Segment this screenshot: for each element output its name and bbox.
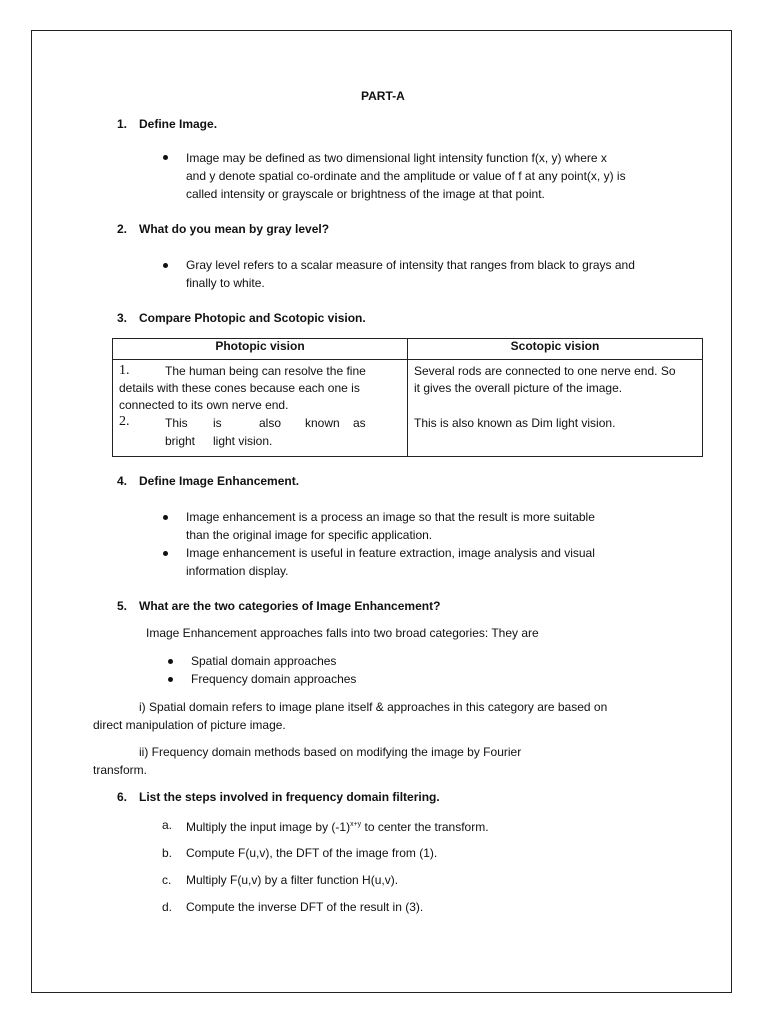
q6-step-d-label: d. (162, 900, 173, 914)
bullet-icon (163, 515, 168, 520)
photopic-item2-line-2a: bright (165, 434, 196, 448)
q4-number: 4. (117, 474, 128, 488)
photopic-item2-word: is (213, 416, 222, 430)
q2-line-1: Gray level refers to a scalar measure of intensity that ranges from black to grays and (186, 258, 635, 272)
photopic-item2-word: This (165, 416, 188, 430)
q5-intro: Image Enhancement approaches falls into two broad categories: They are (146, 626, 539, 640)
part-title: PART-A (361, 89, 405, 103)
q1-line-3: called intensity or grayscale or brightness of the image at that point. (186, 187, 545, 201)
bullet-icon (168, 677, 173, 682)
scotopic-line-3: This is also known as Dim light vision. (414, 416, 616, 430)
q6-step-a-text-1: Multiply the input image by (-1) (186, 820, 351, 834)
photopic-item1-line-3: connected to its own nerve end. (119, 398, 289, 412)
q5-para2-line-2: transform. (93, 763, 148, 777)
photopic-item2-word: also (259, 416, 282, 430)
q5-para1-line-2: direct manipulation of picture image. (93, 718, 286, 732)
photopic-item1-number: 1. (119, 363, 130, 378)
photopic-cell (113, 360, 408, 457)
q5-para2-line-1: ii) Frequency domain methods based on modifying the image by Fourier (139, 745, 522, 759)
q1-number: 1. (117, 117, 128, 131)
photopic-item1-line-2: details with these cones because each one is (119, 381, 360, 395)
bullet-icon (163, 263, 168, 268)
q2-title: What do you mean by gray level? (139, 222, 330, 236)
q3-title: Compare Photopic and Scotopic vision. (139, 311, 366, 325)
q6-step-b: Compute F(u,v), the DFT of the image from (1). (186, 846, 438, 860)
q2-line-2: finally to white. (186, 276, 265, 290)
q6-step-a (186, 816, 489, 836)
q2-number: 2. (117, 222, 128, 236)
q4-title: Define Image Enhancement. (139, 474, 300, 488)
header-photopic: Photopic vision (113, 339, 408, 360)
q5-number: 5. (117, 599, 128, 613)
scotopic-cell (408, 360, 703, 457)
q1-line-1: Image may be defined as two dimensional light intensity function f(x, y) where x (186, 151, 607, 165)
q5-para1-line-1: i) Spatial domain refers to image plane itself & approaches in this category are based on (139, 700, 608, 714)
photopic-item2-number: 2. (119, 414, 130, 429)
q5-bullet-2: Frequency domain approaches (191, 672, 357, 686)
q6-title: List the steps involved in frequency domain filtering. (139, 790, 440, 804)
bullet-icon (163, 155, 168, 160)
photopic-item2-line-2b: light vision. (213, 434, 273, 448)
scotopic-line-1: Several rods are connected to one nerve end. So (414, 364, 676, 378)
q1-line-2: and y denote spatial co-ordinate and the amplitude or value of f at any point(x, y) is (186, 169, 626, 183)
photopic-item1-line-1: The human being can resolve the fine (165, 364, 366, 378)
q4-bullet1-line-2: than the original image for specific application. (186, 528, 433, 542)
q6-step-a-text-2: to center the transform. (361, 820, 489, 834)
q6-step-c-label: c. (162, 873, 172, 887)
comparison-table (112, 338, 703, 457)
scotopic-line-2: it gives the overall picture of the image. (414, 381, 623, 395)
bullet-icon (168, 659, 173, 664)
q5-title: What are the two categories of Image Enhancement? (139, 599, 441, 613)
photopic-item2-word: as (353, 416, 366, 430)
q6-number: 6. (117, 790, 128, 804)
q4-bullet1-line-1: Image enhancement is a process an image so that the result is more suitable (186, 510, 595, 524)
q6-step-a-label: a. (162, 818, 173, 832)
q4-bullet2-line-1: Image enhancement is useful in feature extraction, image analysis and visual (186, 546, 595, 560)
q5-bullet-1: Spatial domain approaches (191, 654, 337, 668)
q4-bullet2-line-2: information display. (186, 564, 289, 578)
q6-step-a-exponent: x+y (350, 821, 362, 828)
q6-step-b-label: b. (162, 846, 173, 860)
q3-number: 3. (117, 311, 128, 325)
q1-title: Define Image. (139, 117, 218, 131)
photopic-item2-word: known (305, 416, 340, 430)
header-scotopic: Scotopic vision (408, 339, 703, 360)
bullet-icon (163, 551, 168, 556)
q6-step-c: Multiply F(u,v) by a filter function H(u,v). (186, 873, 399, 887)
q6-step-d: Compute the inverse DFT of the result in (3). (186, 900, 424, 914)
